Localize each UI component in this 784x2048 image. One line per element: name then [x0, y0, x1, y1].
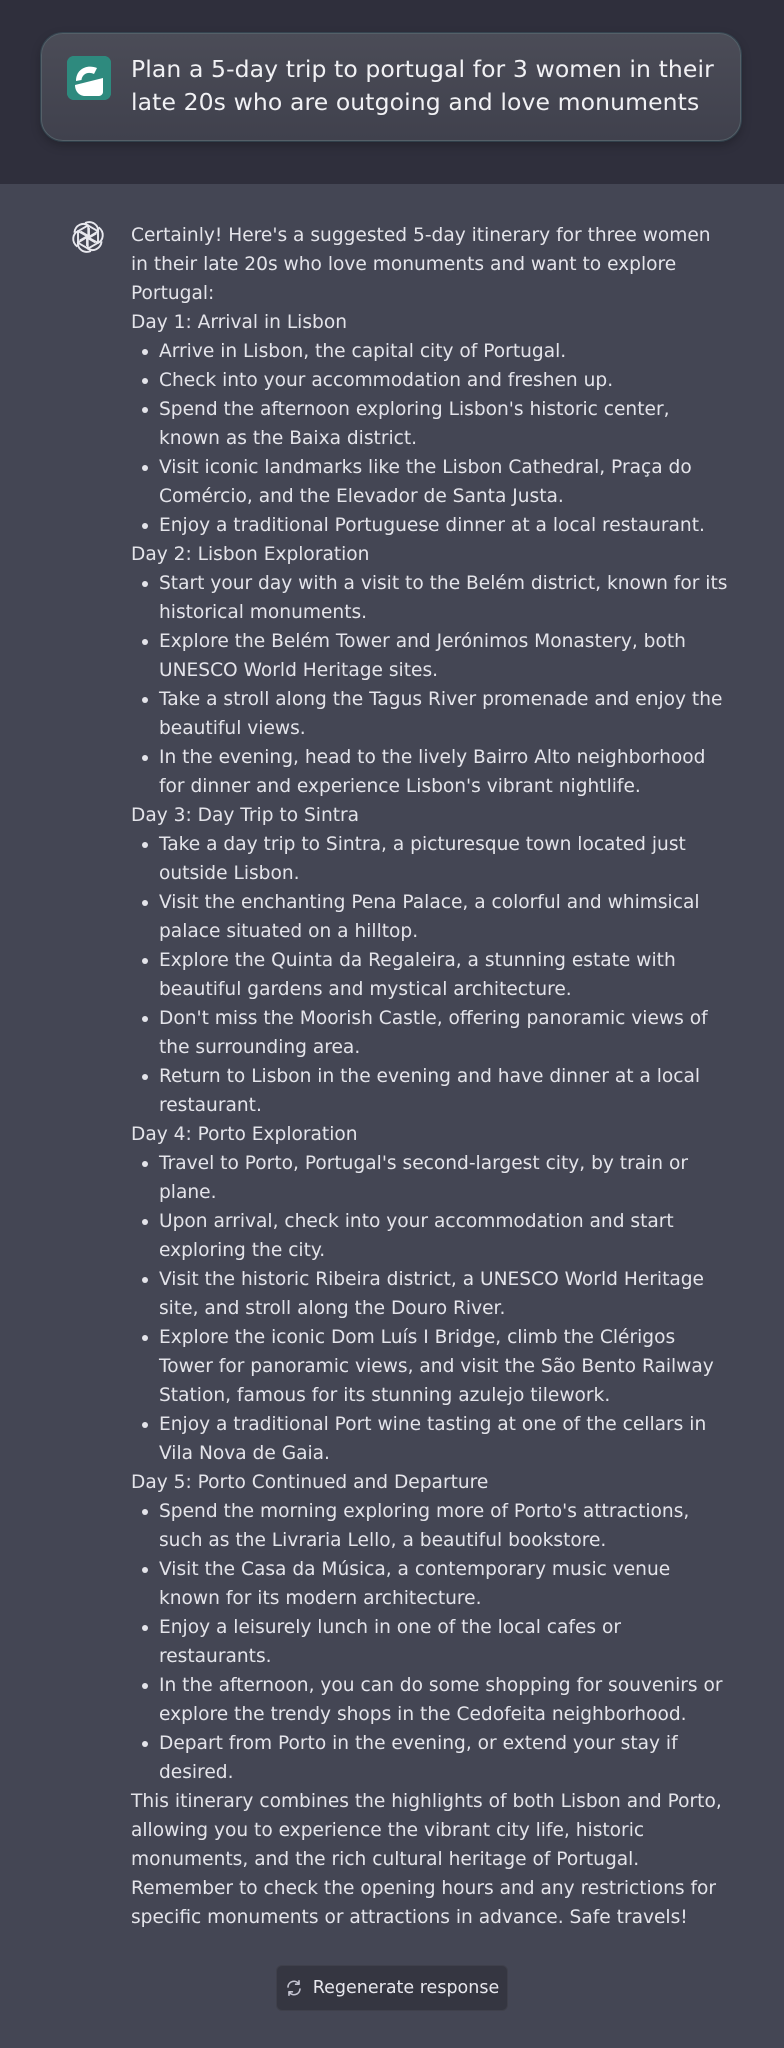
list-item: Return to Lisbon in the evening and have dinner at a local restaurant.	[159, 1062, 731, 1120]
regenerate-response-button[interactable]	[276, 1965, 508, 2011]
user-prompt-card	[41, 33, 741, 141]
list-item: Depart from Porto in the evening, or extend your stay if desired.	[159, 1729, 731, 1787]
day-5-list	[131, 1497, 731, 1787]
list-item: Explore the Quinta da Regaleira, a stunning estate with beautiful gardens and mystical architecture.	[159, 946, 731, 1004]
list-item: Enjoy a traditional Portuguese dinner at a local restaurant.	[159, 511, 731, 540]
list-item: Start your day with a visit to the Belém district, known for its historical monuments.	[159, 569, 731, 627]
day-heading: Day 1: Arrival in Lisbon	[131, 312, 347, 333]
day-heading: Day 5: Porto Continued and Departure	[131, 1472, 489, 1493]
user-prompt-text: Plan a 5-day trip to portugal for 3 women in their late 20s who are outgoing and love monuments	[131, 55, 714, 116]
list-item: Arrive in Lisbon, the capital city of Portugal.	[159, 337, 731, 366]
list-item: Visit the enchanting Pena Palace, a colorful and whimsical palace situated on a hilltop.	[159, 888, 731, 946]
list-item: In the evening, head to the lively Bairro Alto neighborhood for dinner and experience Lisbon's vibrant nightlife.	[159, 743, 731, 801]
user-message-row	[0, 0, 784, 184]
user-avatar-icon	[67, 56, 111, 100]
list-item: Enjoy a leisurely lunch in one of the local cafes or restaurants.	[159, 1613, 731, 1671]
refresh-icon	[285, 1979, 303, 1997]
list-item: Travel to Porto, Portugal's second-largest city, by train or plane.	[159, 1149, 731, 1207]
list-item: Take a stroll along the Tagus River promenade and enjoy the beautiful views.	[159, 685, 731, 743]
day-heading: Day 3: Day Trip to Sintra	[131, 805, 360, 826]
list-item: Explore the Belém Tower and Jerónimos Monastery, both UNESCO World Heritage sites.	[159, 627, 731, 685]
assistant-response	[131, 221, 731, 1932]
list-item: Visit iconic landmarks like the Lisbon Cathedral, Praça do Comércio, and the Elevador de Santa Justa.	[159, 453, 731, 511]
list-item: Spend the morning exploring more of Porto's attractions, such as the Livraria Lello, a beautiful bookstore.	[159, 1497, 731, 1555]
list-item: Upon arrival, check into your accommodation and start exploring the city.	[159, 1207, 731, 1265]
list-item: Enjoy a traditional Port wine tasting at one of the cellars in Vila Nova de Gaia.	[159, 1410, 731, 1468]
day-heading: Day 4: Porto Exploration	[131, 1124, 358, 1145]
list-item: Spend the afternoon exploring Lisbon's historic center, known as the Baixa district.	[159, 395, 731, 453]
list-item: Visit the historic Ribeira district, a UNESCO World Heritage site, and stroll along the Douro River.	[159, 1265, 731, 1323]
list-item: In the afternoon, you can do some shopping for souvenirs or explore the trendy shops in the Cedofeita neighborhood.	[159, 1671, 731, 1729]
regenerate-label: Regenerate response	[312, 1978, 500, 1998]
openai-logo-icon	[69, 218, 107, 256]
list-item: Don't miss the Moorish Castle, offering panoramic views of the surrounding area.	[159, 1004, 731, 1062]
day-heading: Day 2: Lisbon Exploration	[131, 544, 370, 565]
day-2-list	[131, 569, 731, 801]
list-item: Take a day trip to Sintra, a picturesque town located just outside Lisbon.	[159, 830, 731, 888]
day-4-list	[131, 1149, 731, 1468]
day-1-list	[131, 337, 731, 540]
list-item: Explore the iconic Dom Luís I Bridge, climb the Clérigos Tower for panoramic views, and visit the São Bento Railway Station, famous for its stunning azulejo tilework.	[159, 1323, 731, 1410]
day-3-list	[131, 830, 731, 1120]
list-item: Visit the Casa da Música, a contemporary music venue known for its modern architecture.	[159, 1555, 731, 1613]
response-intro: Certainly! Here's a suggested 5-day itinerary for three women in their late 20s who love monuments and want to explore Portugal:	[131, 225, 711, 304]
response-conclusion: This itinerary combines the highlights of both Lisbon and Porto, allowing you to experience the vibrant city life, historic monuments, and the rich cultural heritage of Portugal. Remember to check the opening hours and any restrictions for specific monuments or attractions in advance. Safe travels!	[131, 1791, 722, 1928]
list-item: Check into your accommodation and freshen up.	[159, 366, 731, 395]
